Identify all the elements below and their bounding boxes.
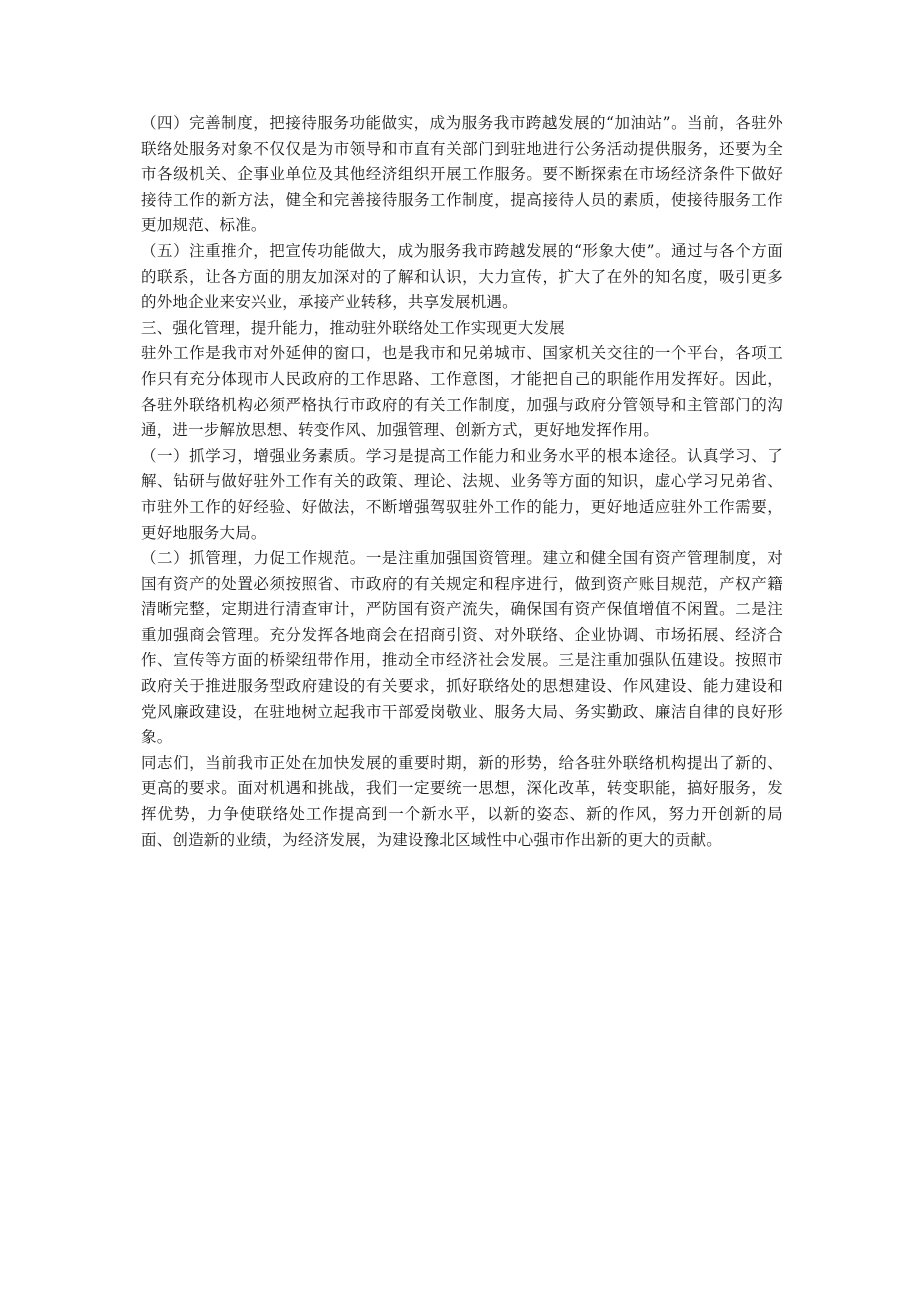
section-heading: 三、强化管理，提升能力，推动驻外联络处工作实现更大发展 (141, 318, 565, 337)
paragraph-4: （一）抓学习，增强业务素质。学习是提高工作能力和业务水平的根本途径。认真学习、了解、钻研与做好驻外工作有关的政策、理论、法规、业务等方面的知识，虚心学习兄弟省、市驻外工作的好经验、好做法，不断增强驾驭驻外工作的能力，更好地适应驻外工作需要，更好地服务大局。 (141, 446, 783, 542)
paragraph-5: （二）抓管理，力促工作规范。一是注重加强国资管理。建立和健全国有资产管理制度，对国有资产的处置必须按照省、市政府的有关规定和程序进行，做到资产账目规范，产权产籍清晰完整，定期进行清查审计，严防国有资产流失，确保国有资产保值增值不闲置。二是注重加强商会管理。充分发挥各地商会在招商引资、对外联络、企业协调、市场拓展、经济合作、宣传等方面的桥梁纽带作用，推动全市经济社会发展。三是注重加强队伍建设。按照市政府关于推进服务型政府建设的有关要求，抓好联络处的思想建设、作风建设、能力建设和党风廉政建设，在驻地树立起我市干部爱岗敬业、服务大局、务实勤政、廉洁自律的良好形象。 (141, 549, 783, 747)
paragraph-6: 同志们，当前我市正处在加快发展的重要时期，新的形势，给各驻外联络机构提出了新的、更高的要求。面对机遇和挑战，我们一定要统一思想，深化改革，转变职能，搞好服务，发挥优势，力争使联络处工作提高到一个新水平，以新的姿态、新的作风，努力开创新的局面、创造新的业绩，为经济发展，为建设豫北区域性中心强市作出新的更大的贡献。 (141, 753, 783, 849)
paragraph-2: （五）注重推介，把宣传功能做大，成为服务我市跨越发展的“形象大使”。通过与各个方面的联系，让各方面的朋友加深对的了解和认识，大力宣传，扩大了在外的知名度，吸引更多的外地企业来安兴业，承接产业转移，共享发展机遇。 (141, 241, 783, 312)
paragraph-3: 驻外工作是我市对外延伸的窗口，也是我市和兄弟城市、国家机关交往的一个平台，各项工作只有充分体现市人民政府的工作思路、工作意图，才能把自己的职能作用发挥好。因此，各驻外联络机构必须严格执行市政府的有关工作制度，加强与政府分管领导和主管部门的沟通，进一步解放思想、转变作风、加强管理、创新方式，更好地发挥作用。 (141, 344, 783, 440)
paragraph-1: （四）完善制度，把接待服务功能做实，成为服务我市跨越发展的“加油站”。当前，各驻外联络处服务对象不仅仅是为市领导和市直有关部门到驻地进行公务活动提供服务，还要为全市各级机关、企事业单位及其他经济组织开展工作服务。要不断探索在市场经济条件下做好接待工作的新方法，健全和完善接待服务工作制度，提高接待人员的素质，使接待服务工作更加规范、标准。 (141, 114, 783, 235)
document-body (141, 111, 783, 853)
